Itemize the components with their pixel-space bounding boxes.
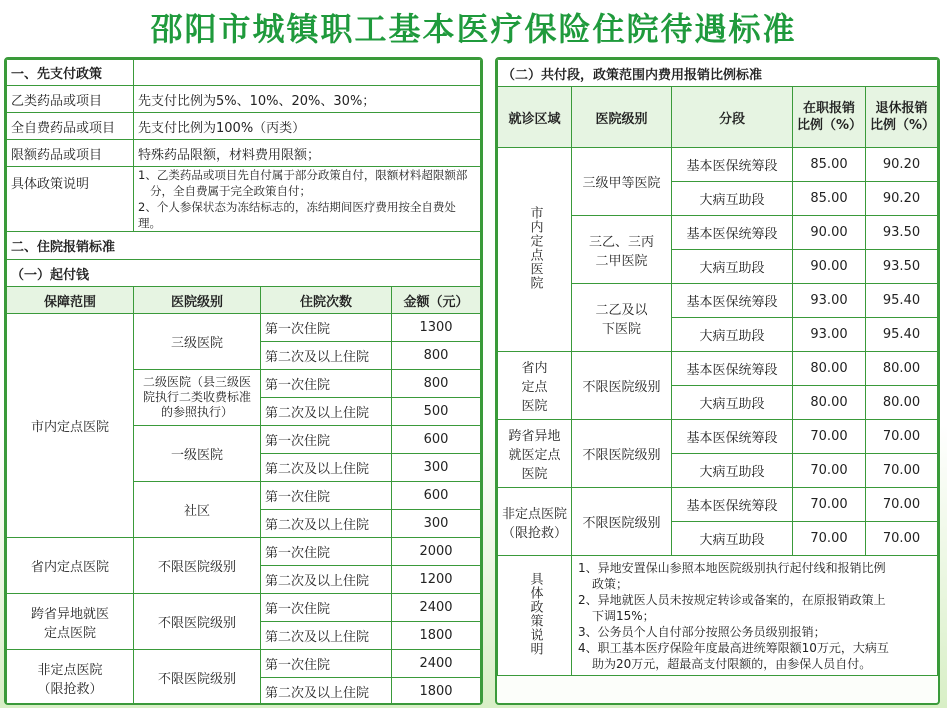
section-heading-prepay: 一、先支付政策 bbox=[7, 60, 134, 86]
note-line: 助为20万元，超最高支付限额的，由参保人员自付。 bbox=[592, 656, 872, 671]
level-cell: 不限医院级别 bbox=[134, 650, 261, 706]
times-cell: 第二次及以上住院 bbox=[261, 398, 392, 426]
region-cell: 跨省异地就医定点医院 bbox=[498, 420, 572, 488]
table-row bbox=[498, 148, 938, 182]
retire-ratio-cell: 90.20 bbox=[866, 148, 938, 182]
level-cell: 社区 bbox=[134, 482, 261, 538]
table-row bbox=[7, 650, 481, 678]
notes-row bbox=[498, 556, 938, 676]
segment-cell: 大病互助段 bbox=[672, 522, 793, 556]
col-header-region: 就诊区域 bbox=[498, 87, 572, 148]
amount-cell: 1300 bbox=[392, 314, 481, 342]
retire-ratio-cell: 70.00 bbox=[866, 488, 938, 522]
page-title: 邵阳市城镇职工基本医疗保险住院待遇标准 bbox=[150, 10, 797, 48]
amount-cell: 1800 bbox=[392, 678, 481, 706]
retire-ratio-cell: 80.00 bbox=[866, 386, 938, 420]
level-cell: 不限医院级别 bbox=[572, 488, 672, 556]
times-cell: 第二次及以上住院 bbox=[261, 342, 392, 370]
col-header-retire-ratio: 退休报销比例（%） bbox=[866, 87, 938, 148]
level-cell: 不限医院级别 bbox=[134, 594, 261, 650]
col-header-scope: 保障范围 bbox=[7, 287, 134, 314]
amount-cell: 2000 bbox=[392, 538, 481, 566]
amount-cell: 500 bbox=[392, 398, 481, 426]
level-cell: 一级医院 bbox=[134, 426, 261, 482]
region-cell: 省内定点医院 bbox=[498, 352, 572, 420]
work-ratio-cell: 90.00 bbox=[793, 250, 866, 284]
amount-cell: 800 bbox=[392, 342, 481, 370]
notes-label-cell bbox=[498, 556, 572, 676]
work-ratio-cell: 85.00 bbox=[793, 148, 866, 182]
amount-cell: 300 bbox=[392, 510, 481, 538]
table-row bbox=[7, 594, 481, 622]
row-value-limited: 特殊药品限额，材料费用限额； bbox=[134, 140, 481, 167]
region-city bbox=[498, 148, 572, 352]
work-ratio-cell: 85.00 bbox=[793, 182, 866, 216]
segment-cell: 大病互助段 bbox=[672, 250, 793, 284]
level-cell: 不限医院级别 bbox=[572, 420, 672, 488]
times-cell: 第一次住院 bbox=[261, 650, 392, 678]
scope-city: 市内定点医院 bbox=[7, 314, 134, 538]
segment-cell: 基本医保统筹段 bbox=[672, 352, 793, 386]
level-cell: 三乙、三丙二甲医院 bbox=[572, 216, 672, 284]
note-line: 政策； bbox=[592, 576, 629, 591]
segment-cell: 大病互助段 bbox=[672, 318, 793, 352]
times-cell: 第一次住院 bbox=[261, 426, 392, 454]
retire-ratio-cell: 70.00 bbox=[866, 454, 938, 488]
row-label-class-b: 乙类药品或项目 bbox=[7, 86, 134, 113]
section-heading-reimburse: 二、住院报销标准 bbox=[7, 232, 481, 260]
policy-desc-line: 1、乙类药品或项目先自付属于部分政策自付，限额材料超限额部 bbox=[138, 168, 468, 182]
level-cell: 三级甲等医院 bbox=[572, 148, 672, 216]
deductible-table bbox=[6, 286, 481, 705]
level-cell: 二乙及以下医院 bbox=[572, 284, 672, 352]
retire-ratio-cell: 70.00 bbox=[866, 420, 938, 454]
work-ratio-cell: 70.00 bbox=[793, 454, 866, 488]
note-line: 2、异地就医人员未按规定转诊或备案的，在原报销政策上 bbox=[578, 592, 886, 607]
subheading-deductible: （一）起付钱 bbox=[7, 260, 481, 287]
work-ratio-cell: 93.00 bbox=[793, 284, 866, 318]
table-row bbox=[7, 314, 481, 342]
work-ratio-cell: 70.00 bbox=[793, 420, 866, 454]
scope-cell: 省内定点医院 bbox=[7, 538, 134, 594]
amount-cell: 2400 bbox=[392, 594, 481, 622]
row-label-self-pay: 全自费药品或项目 bbox=[7, 113, 134, 140]
scope-cell: 跨省异地就医定点医院 bbox=[7, 594, 134, 650]
col-header-work-ratio: 在职报销比例（%） bbox=[793, 87, 866, 148]
region-city-label: 市内定点医院 bbox=[527, 205, 543, 290]
col-header-times: 住院次数 bbox=[261, 287, 392, 314]
times-cell: 第二次及以上住院 bbox=[261, 454, 392, 482]
level-cell: 不限医院级别 bbox=[134, 538, 261, 594]
left-panel bbox=[4, 57, 483, 705]
note-line: 4、职工基本医疗保险年度最高进统筹限额10万元，大病互 bbox=[578, 640, 889, 655]
table-row bbox=[7, 538, 481, 566]
col-header-level: 医院级别 bbox=[572, 87, 672, 148]
times-cell: 第一次住院 bbox=[261, 538, 392, 566]
policy-desc-line: 分，全自费属于完全政策自付； bbox=[150, 184, 311, 198]
notes-text bbox=[572, 556, 938, 676]
work-ratio-cell: 80.00 bbox=[793, 386, 866, 420]
notes-label: 具体政策说明 bbox=[527, 571, 543, 656]
copay-ratio-table bbox=[497, 59, 938, 676]
retire-ratio-cell: 70.00 bbox=[866, 522, 938, 556]
work-ratio-cell: 93.00 bbox=[793, 318, 866, 352]
amount-cell: 600 bbox=[392, 482, 481, 510]
policy-desc-line: 2、个人参保状态为冻结标志的，冻结期间医疗费用按全自费处理。 bbox=[138, 200, 456, 230]
right-panel bbox=[495, 57, 940, 705]
amount-cell: 2400 bbox=[392, 650, 481, 678]
retire-ratio-cell: 80.00 bbox=[866, 352, 938, 386]
section-heading-copay: （二）共付段，政策范围内费用报销比例标准 bbox=[498, 60, 938, 87]
col-header-amount: 金额（元） bbox=[392, 287, 481, 314]
work-ratio-cell: 80.00 bbox=[793, 352, 866, 386]
amount-cell: 1200 bbox=[392, 566, 481, 594]
times-cell: 第二次及以上住院 bbox=[261, 622, 392, 650]
note-line: 3、公务员个人自付部分按照公务员级别报销； bbox=[578, 624, 826, 639]
policy-desc-label: 具体政策说明 bbox=[7, 167, 134, 232]
segment-cell: 基本医保统筹段 bbox=[672, 216, 793, 250]
amount-cell: 800 bbox=[392, 370, 481, 398]
segment-cell: 大病互助段 bbox=[672, 386, 793, 420]
times-cell: 第一次住院 bbox=[261, 314, 392, 342]
retire-ratio-cell: 95.40 bbox=[866, 284, 938, 318]
segment-cell: 基本医保统筹段 bbox=[672, 148, 793, 182]
amount-cell: 600 bbox=[392, 426, 481, 454]
region-cell: 非定点医院（限抢救） bbox=[498, 488, 572, 556]
row-value-class-b: 先支付比例为5%、10%、20%、30%； bbox=[134, 86, 481, 113]
col-header-segment: 分段 bbox=[672, 87, 793, 148]
times-cell: 第二次及以上住院 bbox=[261, 678, 392, 706]
note-line: 1、异地安置保山参照本地医院级别执行起付线和报销比例 bbox=[578, 560, 886, 575]
table-row bbox=[498, 352, 938, 386]
retire-ratio-cell: 95.40 bbox=[866, 318, 938, 352]
work-ratio-cell: 70.00 bbox=[793, 522, 866, 556]
segment-cell: 大病互助段 bbox=[672, 182, 793, 216]
level-cell: 三级医院 bbox=[134, 314, 261, 370]
retire-ratio-cell: 93.50 bbox=[866, 216, 938, 250]
scope-cell: 非定点医院（限抢救） bbox=[7, 650, 134, 706]
times-cell: 第一次住院 bbox=[261, 370, 392, 398]
prepay-policy-table bbox=[6, 59, 481, 287]
table-row bbox=[498, 420, 938, 454]
times-cell: 第二次及以上住院 bbox=[261, 510, 392, 538]
times-cell: 第二次及以上住院 bbox=[261, 566, 392, 594]
row-label-limited: 限额药品或项目 bbox=[7, 140, 134, 167]
amount-cell: 300 bbox=[392, 454, 481, 482]
level-cell: 不限医院级别 bbox=[572, 352, 672, 420]
policy-desc-text bbox=[134, 167, 481, 232]
level-cell: 二级医院（县三级医院执行二类收费标准的参照执行） bbox=[134, 370, 261, 426]
segment-cell: 基本医保统筹段 bbox=[672, 420, 793, 454]
work-ratio-cell: 90.00 bbox=[793, 216, 866, 250]
amount-cell: 1800 bbox=[392, 622, 481, 650]
times-cell: 第一次住院 bbox=[261, 482, 392, 510]
segment-cell: 大病互助段 bbox=[672, 454, 793, 488]
col-header-level: 医院级别 bbox=[134, 287, 261, 314]
segment-cell: 基本医保统筹段 bbox=[672, 284, 793, 318]
retire-ratio-cell: 90.20 bbox=[866, 182, 938, 216]
retire-ratio-cell: 93.50 bbox=[866, 250, 938, 284]
note-line: 下调15%； bbox=[592, 608, 655, 623]
row-value-self-pay: 先支付比例为100%（丙类） bbox=[134, 113, 481, 140]
times-cell: 第一次住院 bbox=[261, 594, 392, 622]
table-row bbox=[498, 488, 938, 522]
segment-cell: 基本医保统筹段 bbox=[672, 488, 793, 522]
work-ratio-cell: 70.00 bbox=[793, 488, 866, 522]
